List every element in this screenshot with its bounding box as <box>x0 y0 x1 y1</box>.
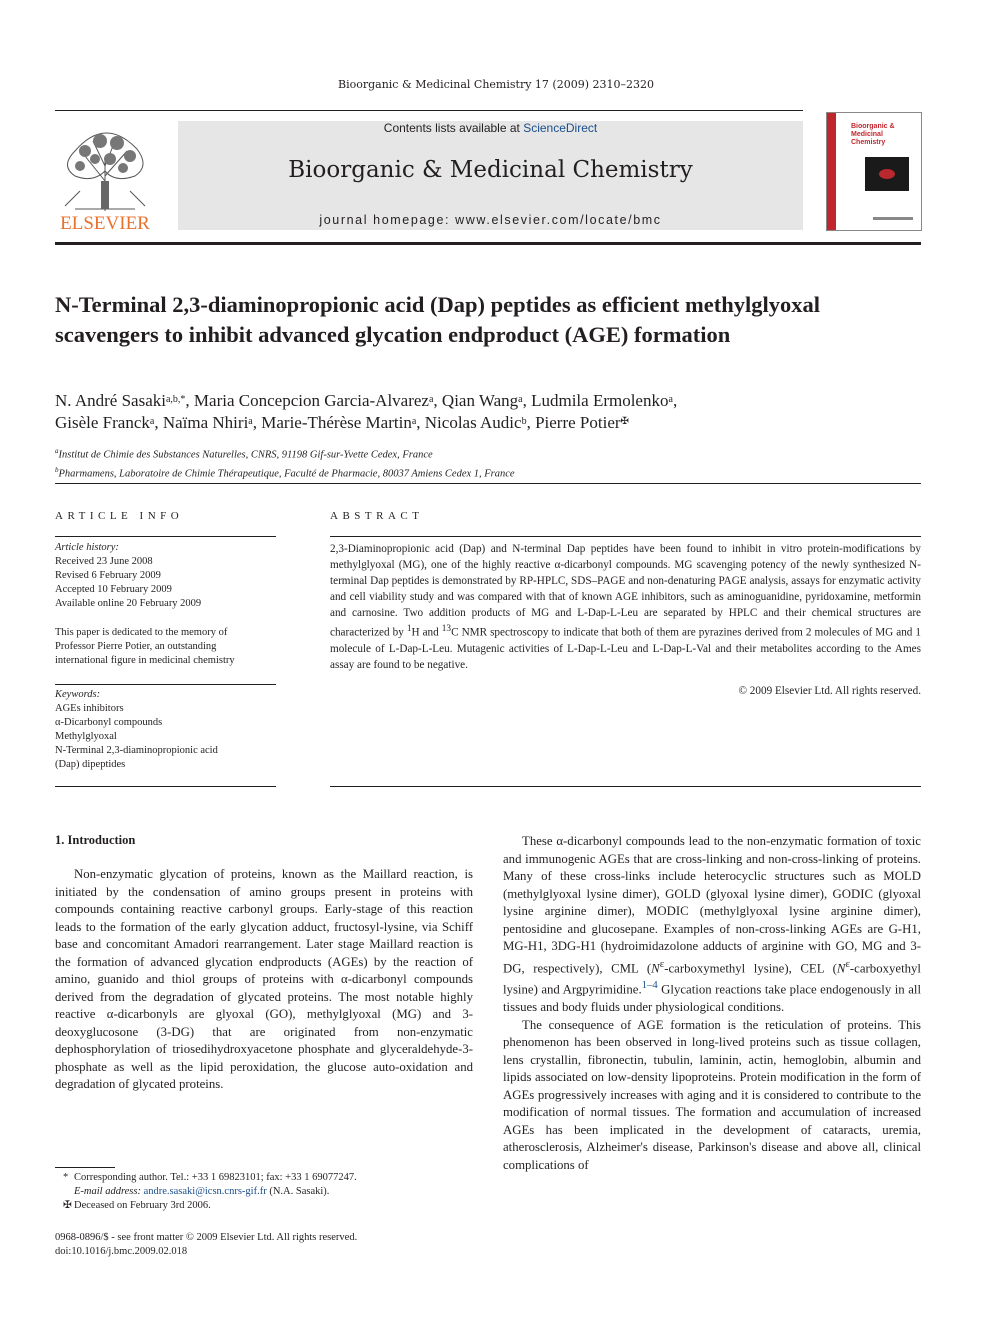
author-affiliation-mark: a <box>668 394 673 405</box>
issn-line: 0968-0896/$ - see front matter © 2009 Elsevier Ltd. All rights reserved. <box>55 1232 358 1243</box>
author-name[interactable]: Naïma Nhiri <box>162 413 249 432</box>
paragraph: These α-dicarbonyl compounds lead to the non-enzymatic formation of toxic and immunogenic AGEs that are cross-linking and non-cross-linking of proteins. Many of these cross-links include heterocyclic structures such as MOLD (methylglyoxal lysine dimer), GOLD (glyoxal lysine dimer), GODIC (glyoxal lysine arginine dimer), MODIC (methylglyoxal lysine arginine dimer), pentosidine and glucosepane. Examples of non-cross-linking AGEs are G-H1, MG-H1, 3DG-H1 (hydroimidazolone adducts of arginine with GO, MG and 3-DG, respectively), CML ($N^\varepsilon$-carboxymethyl lysine), CEL ($N^\varepsilon$-carboxyethyl lysine) and Argpyrimidine.$^{1-4}$ Glycation reactions take place endogenously in all tissues and body fluids under physiological conditions. <box>503 834 921 1015</box>
paragraph: The consequence of AGE formation is the reticulation of proteins. This phenomenon has been observed in long-lived proteins such as tissue collagen, lens crystallin, fibronectin, tubulin, laminin, actin, hemoglobin, albumin and lipids associated on low-density lipoproteins. Protein modification in the form of AGEs progressively increases with aging and it is considered to contribute to the modification of normal tissues. The formation and accumulation of increased AGEs has been implicated in the development of cataracts, uremia, atherosclerosis, Alzheimer's disease, Parkinson's disease and above all, clinical complications of <box>503 1017 921 1172</box>
author-name[interactable]: Ludmila Ermolenko <box>531 391 669 410</box>
author-name[interactable]: Marie-Thérèse Martin <box>261 413 412 432</box>
keyword: AGEs inhibitors <box>55 703 124 714</box>
author-affiliation-mark: a,b,* <box>165 394 186 405</box>
issn-doi <box>55 1231 473 1259</box>
author-name[interactable]: Pierre Potier <box>535 413 621 432</box>
author-list: N. André Sasaki$^{a,b,*}$, Maria Concepcion Garcia-Alvarez$^a$, Qian Wang$^a$, Ludmila Ermolenko$^a$, Gisèle Franck$^a$, Naïma Nhiri$^a$, Marie-Thérèse Martin$^a$, Nicolas Audic$^b$, Pierre Potier✠ <box>55 391 678 432</box>
journal-homepage[interactable]: journal homepage: www.elsevier.com/locate/bmc <box>319 213 662 227</box>
dedication: This paper is dedicated to the memory of Professor Pierre Potier, an outstanding international figure in medicinal chemistry <box>55 627 235 666</box>
cover-title: Bioorganic & Medicinal Chemistry <box>851 123 895 146</box>
author-affiliation-mark: a <box>518 394 523 405</box>
journal-cover-thumbnail[interactable] <box>826 112 922 231</box>
article-info-heading: ARTICLE INFO <box>55 510 184 522</box>
author-affiliation-mark: a <box>248 416 253 427</box>
keyword: Methylglyoxal <box>55 731 117 742</box>
keyword: (Dap) dipeptides <box>55 759 126 770</box>
author-name[interactable]: Nicolas Audic <box>424 413 522 432</box>
article-history: Article history: Received 23 June 2008 Revised 6 February 2009 Accepted 10 February 2009 Available online 20 February 2009 <box>55 542 202 609</box>
intro-left-column <box>55 866 473 1094</box>
abstract-bottom-rule <box>330 786 921 787</box>
author-name[interactable]: Gisèle Franck <box>55 413 150 432</box>
footnotes: * Corresponding author. Tel.: +33 1 69823101; fax: +33 1 69077247. E-mail address: andre.sasaki@icsn.cnrs-gif.fr (N.A. Sasaki). ✠ Deceased on February 3rd 2006. <box>63 1172 357 1211</box>
affiliations <box>55 444 921 481</box>
author-affiliation-mark: a <box>149 416 155 427</box>
affiliation-a: $^a$Institut de Chimie des Substances Naturelles, CNRS, 91198 Gif-sur-Yvette Cedex, France <box>55 447 433 461</box>
abstract-heading: ABSTRACT <box>330 510 424 522</box>
author-affiliation-mark: b <box>521 416 527 427</box>
elsevier-tree-icon <box>55 121 155 213</box>
article-info-rule <box>55 536 276 537</box>
author-affiliation-mark: ✠ <box>620 416 629 427</box>
cover-image <box>865 157 909 191</box>
article-title: N-Terminal 2,3-diaminopropionic acid (Dap) peptides as efficient methylglyoxal scavengers to inhibit advanced glycation endproduct (AGE) formation <box>55 292 820 347</box>
keyword: N-Terminal 2,3-diaminopropionic acid <box>55 745 218 756</box>
author-name[interactable]: N. André Sasaki <box>55 391 166 410</box>
section-heading-introduction: 1. Introduction <box>55 833 136 847</box>
affiliation-b: $^b$Pharmamens, Laboratoire de Chimie Thérapeutique, Faculté de Pharmacie, 80037 Amiens Cedex 1, France <box>55 465 515 479</box>
elsevier-logo[interactable] <box>55 121 155 233</box>
keywords-rule <box>55 684 276 685</box>
title-rule <box>55 483 921 484</box>
elsevier-wordmark: ELSEVIER <box>60 213 150 234</box>
article-info-bottom-rule <box>55 786 276 787</box>
journal-name: Bioorganic & Medicinal Chemistry <box>288 157 693 183</box>
footnote-rule <box>55 1167 115 1168</box>
intro-right-column <box>503 833 921 1174</box>
sciencedirect-link[interactable]: ScienceDirect <box>523 121 598 135</box>
abstract-copyright: © 2009 Elsevier Ltd. All rights reserved. <box>738 685 921 697</box>
author-name[interactable]: Qian Wang <box>441 391 519 410</box>
abstract-text: 2,3-Diaminopropionic acid (Dap) and N-terminal Dap peptides have been found to inhibit in vitro protein-modifications by methylglyoxal (MG), one of the highly reactive α-dicarbonyl compounds. MG scavenging potency of the newly synthesized N-terminal Dap peptides is demonstrated by RP-HPLC, SDS–PAGE and non-denaturing PAGE analysis, assays for enzymatic activity and cell viability study and was compared with that of known AGE inhibitors, such as aminoguanidine, pyridoxamine, metformin and carnosine. Two addition products of MG and L-Dap-L-Leu are separated by HPLC and their chemical structures are characterized by $^1$H and $^{13}$C NMR spectroscopy to indicate that both of them are pyrazines derived from 2 molecules of MG and 1 molecule of L-Dap-L-Leu. Mutagenic activities of L-Dap-L-Leu and L-Dap-L-Val and their metabolites according to the Ames assay are found to be negative. <box>330 543 922 671</box>
email-link[interactable]: andre.sasaki@icsn.cnrs-gif.fr <box>143 1186 267 1197</box>
cover-publisher-mark <box>873 217 913 220</box>
paragraph: Non-enzymatic glycation of proteins, known as the Maillard reaction, is initiated by the condensation of amino groups present in proteins with compounds containing reactive carbonyl groups. Early-stage of this reaction leads to the formation of the early glycation adduct, fructosyl-lysine, via Schiff base and concomitant Amadori rearrangement. Later stage Maillard reaction is the formation of advanced glycation endproducts (AGEs) by the reaction of amino, guanido and thiol groups of proteins with α-dicarbonyl compounds derived from the degradation of glycated proteins. The most notable highly reactive α-dicarbonyls are glyoxal (GO), methylglyoxal (MG) and 3-deoxyglucosone (3-DG) that are originated from non-enzymatic dephosphorylation of triosedihydroxyacetone phosphate and glyceraldehyde-3-phosphate as well as the lipid peroxidation, the glucose auto-oxidation and degradation of glycated proteins. <box>55 867 473 1091</box>
author-affiliation-mark: a <box>428 394 434 405</box>
header-thick-rule <box>55 242 921 245</box>
keywords: Keywords: AGEs inhibitors α-Dicarbonyl compounds Methylglyoxal N-Terminal 2,3-diaminopropionic acid (Dap) dipeptides <box>55 688 276 772</box>
contents-line <box>178 121 803 135</box>
header-rule <box>55 110 803 111</box>
author-name[interactable]: Maria Concepcion Garcia-Alvarez <box>193 391 429 410</box>
cover-stripe <box>827 113 836 230</box>
keyword: α-Dicarbonyl compounds <box>55 717 163 728</box>
author-affiliation-mark: a <box>411 416 417 427</box>
journal-citation: Bioorganic & Medicinal Chemistry 17 (2009) 2310–2320 <box>338 78 654 91</box>
doi-link[interactable]: doi:10.1016/j.bmc.2009.02.018 <box>55 1246 188 1257</box>
abstract-rule <box>330 536 921 537</box>
contents-prefix: Contents lists available at <box>383 121 524 135</box>
reference-link[interactable]: 1–4 <box>641 980 658 992</box>
